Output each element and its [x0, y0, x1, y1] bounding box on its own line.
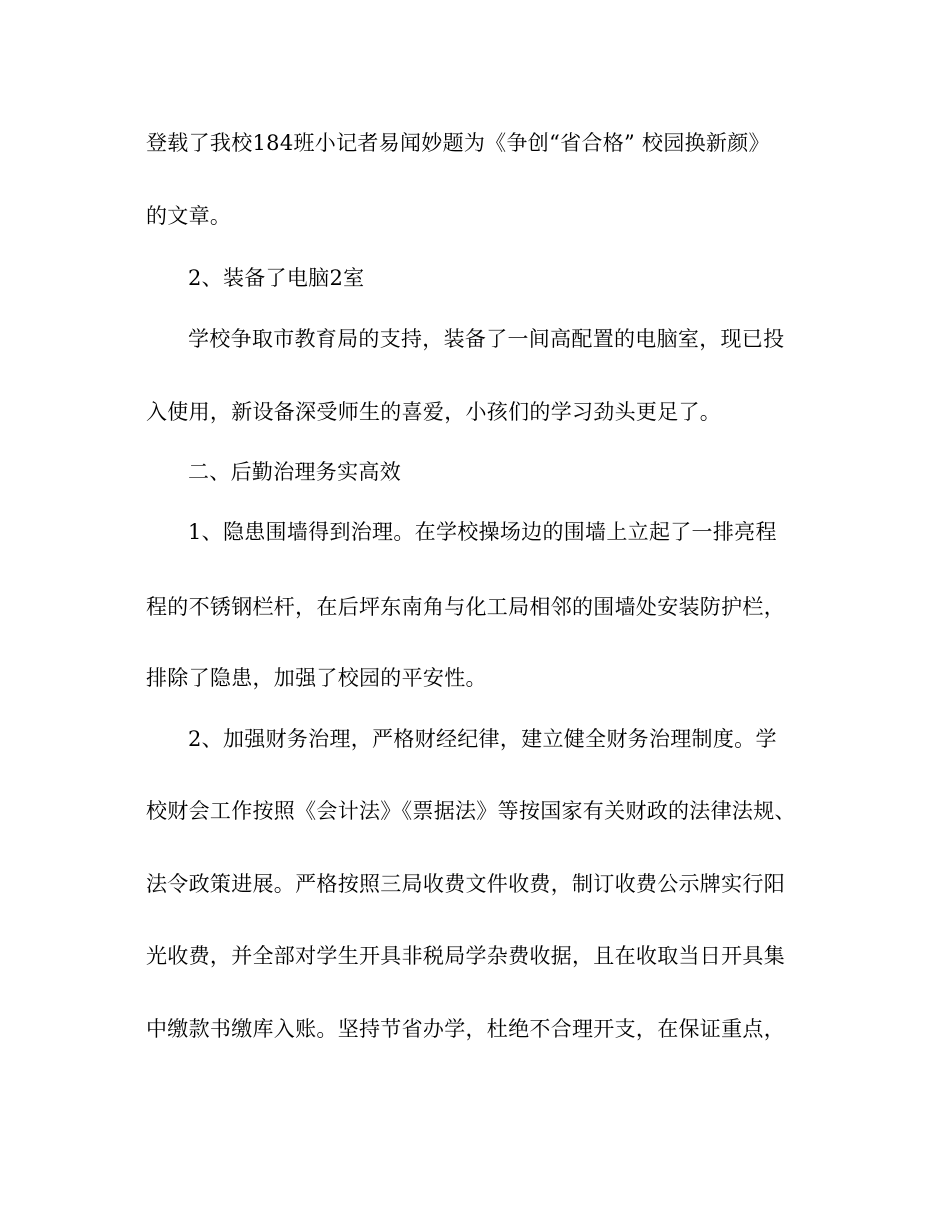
text-line-1: 登载了我校184班小记者易闻妙题为《争创“省合格” 校园换新颜》: [146, 131, 770, 155]
text-line-8: 程的不锈钢栏杆，在后坪东南角与化工局相邻的围墙处安装防护栏，: [146, 595, 785, 619]
text-line-2: 的文章。: [146, 204, 232, 228]
text-line-7: 1、隐患围墙得到治理。在学校操场边的围墙上立起了一排亮程: [188, 520, 777, 544]
text-line-11: 校财会工作按照《会计法》《票据法》等按国家有关财政的法律法规、: [146, 799, 796, 823]
text-line-9: 排除了隐患，加强了校园的平安性。: [146, 666, 487, 690]
text-line-10: 2、加强财务治理，严格财经纪律，建立健全财务治理制度。学: [188, 727, 777, 751]
text-line-12: 法令政策进展。严格按照三局收费文件收费，制订收费公示牌实行阳: [146, 872, 785, 896]
text-line-13: 光收费，并全部对学生开具非税局学杂费收据，且在收取当日开具集: [146, 944, 785, 968]
section-heading-computer-room: 2、装备了电脑2室: [188, 266, 365, 290]
section-heading-logistics: 二、后勤治理务实高效: [188, 460, 401, 484]
text-line-5: 入使用，新设备深受师生的喜爱，小孩们的学习劲头更足了。: [146, 400, 722, 424]
text-line-4: 学校争取市教育局的支持，装备了一间高配置的电脑室，现已投: [188, 327, 785, 351]
text-line-14: 中缴款书缴库入账。坚持节省办学，杜绝不合理开支，在保证重点，: [146, 1017, 785, 1041]
